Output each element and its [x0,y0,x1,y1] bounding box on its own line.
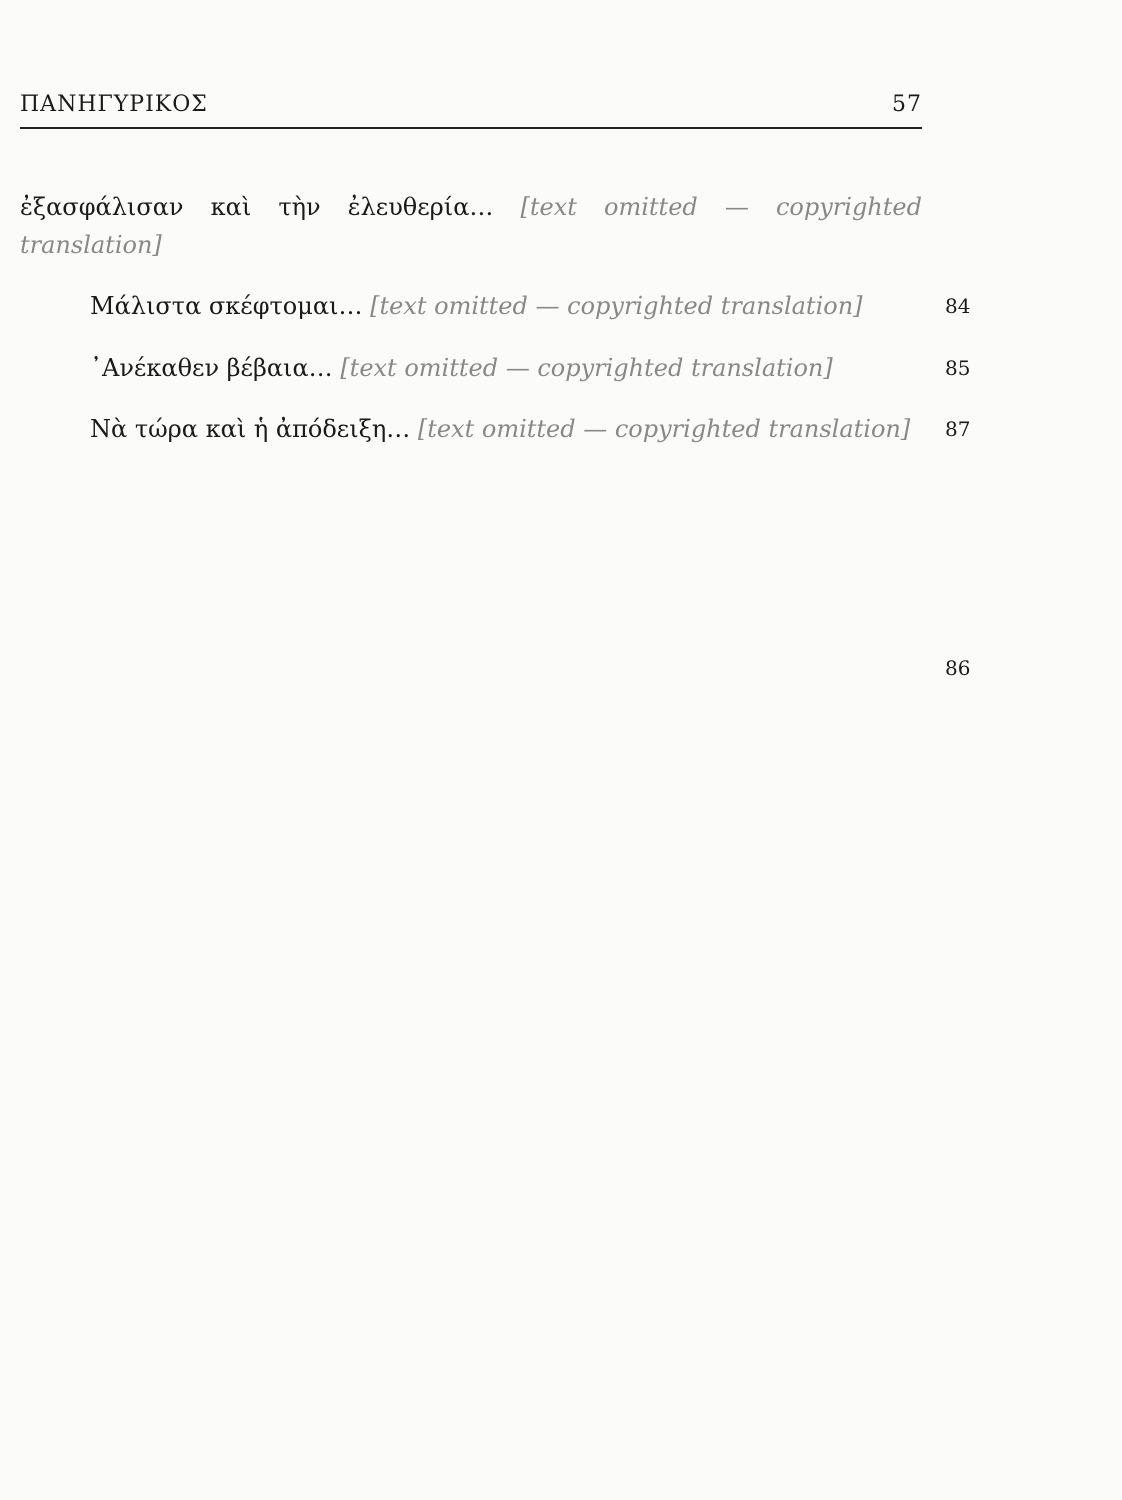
paragraph [20,189,922,264]
paragraph-opening: Μάλιστα σκέφτομαι… [90,292,363,320]
running-title: ΠΑΝΗΓΥΡΙΚΟΣ [20,92,208,117]
paragraph-opening: Νὰ τώρα καὶ ἡ ἀπόδειξη… [90,415,411,443]
paragraph-opening: ᾿Ανέκαθεν βέβαια… [90,353,333,382]
page-number: 57 [892,92,922,117]
paragraph [20,288,971,326]
section-number: 85 [945,355,971,380]
header-rule [20,127,922,129]
paragraph [20,411,971,449]
paragraph-opening: ἐξασφάλισαν καὶ τὴν ἐλευθερία… [20,193,494,221]
section-number: 87 [945,417,971,441]
paragraph-placeholder: [text omitted — copyrighted translation] [417,415,911,443]
paragraph-placeholder: [text omitted — copyrighted translation] [340,353,833,382]
paragraph-placeholder: [text omitted — copyrighted translation] [370,292,863,320]
paragraph-placeholder: [text omitted — copyrighted translation] [20,193,922,259]
section-number: 86 [945,655,971,680]
section-number: 84 [945,294,971,318]
running-header [20,92,922,117]
body-text [20,165,971,680]
